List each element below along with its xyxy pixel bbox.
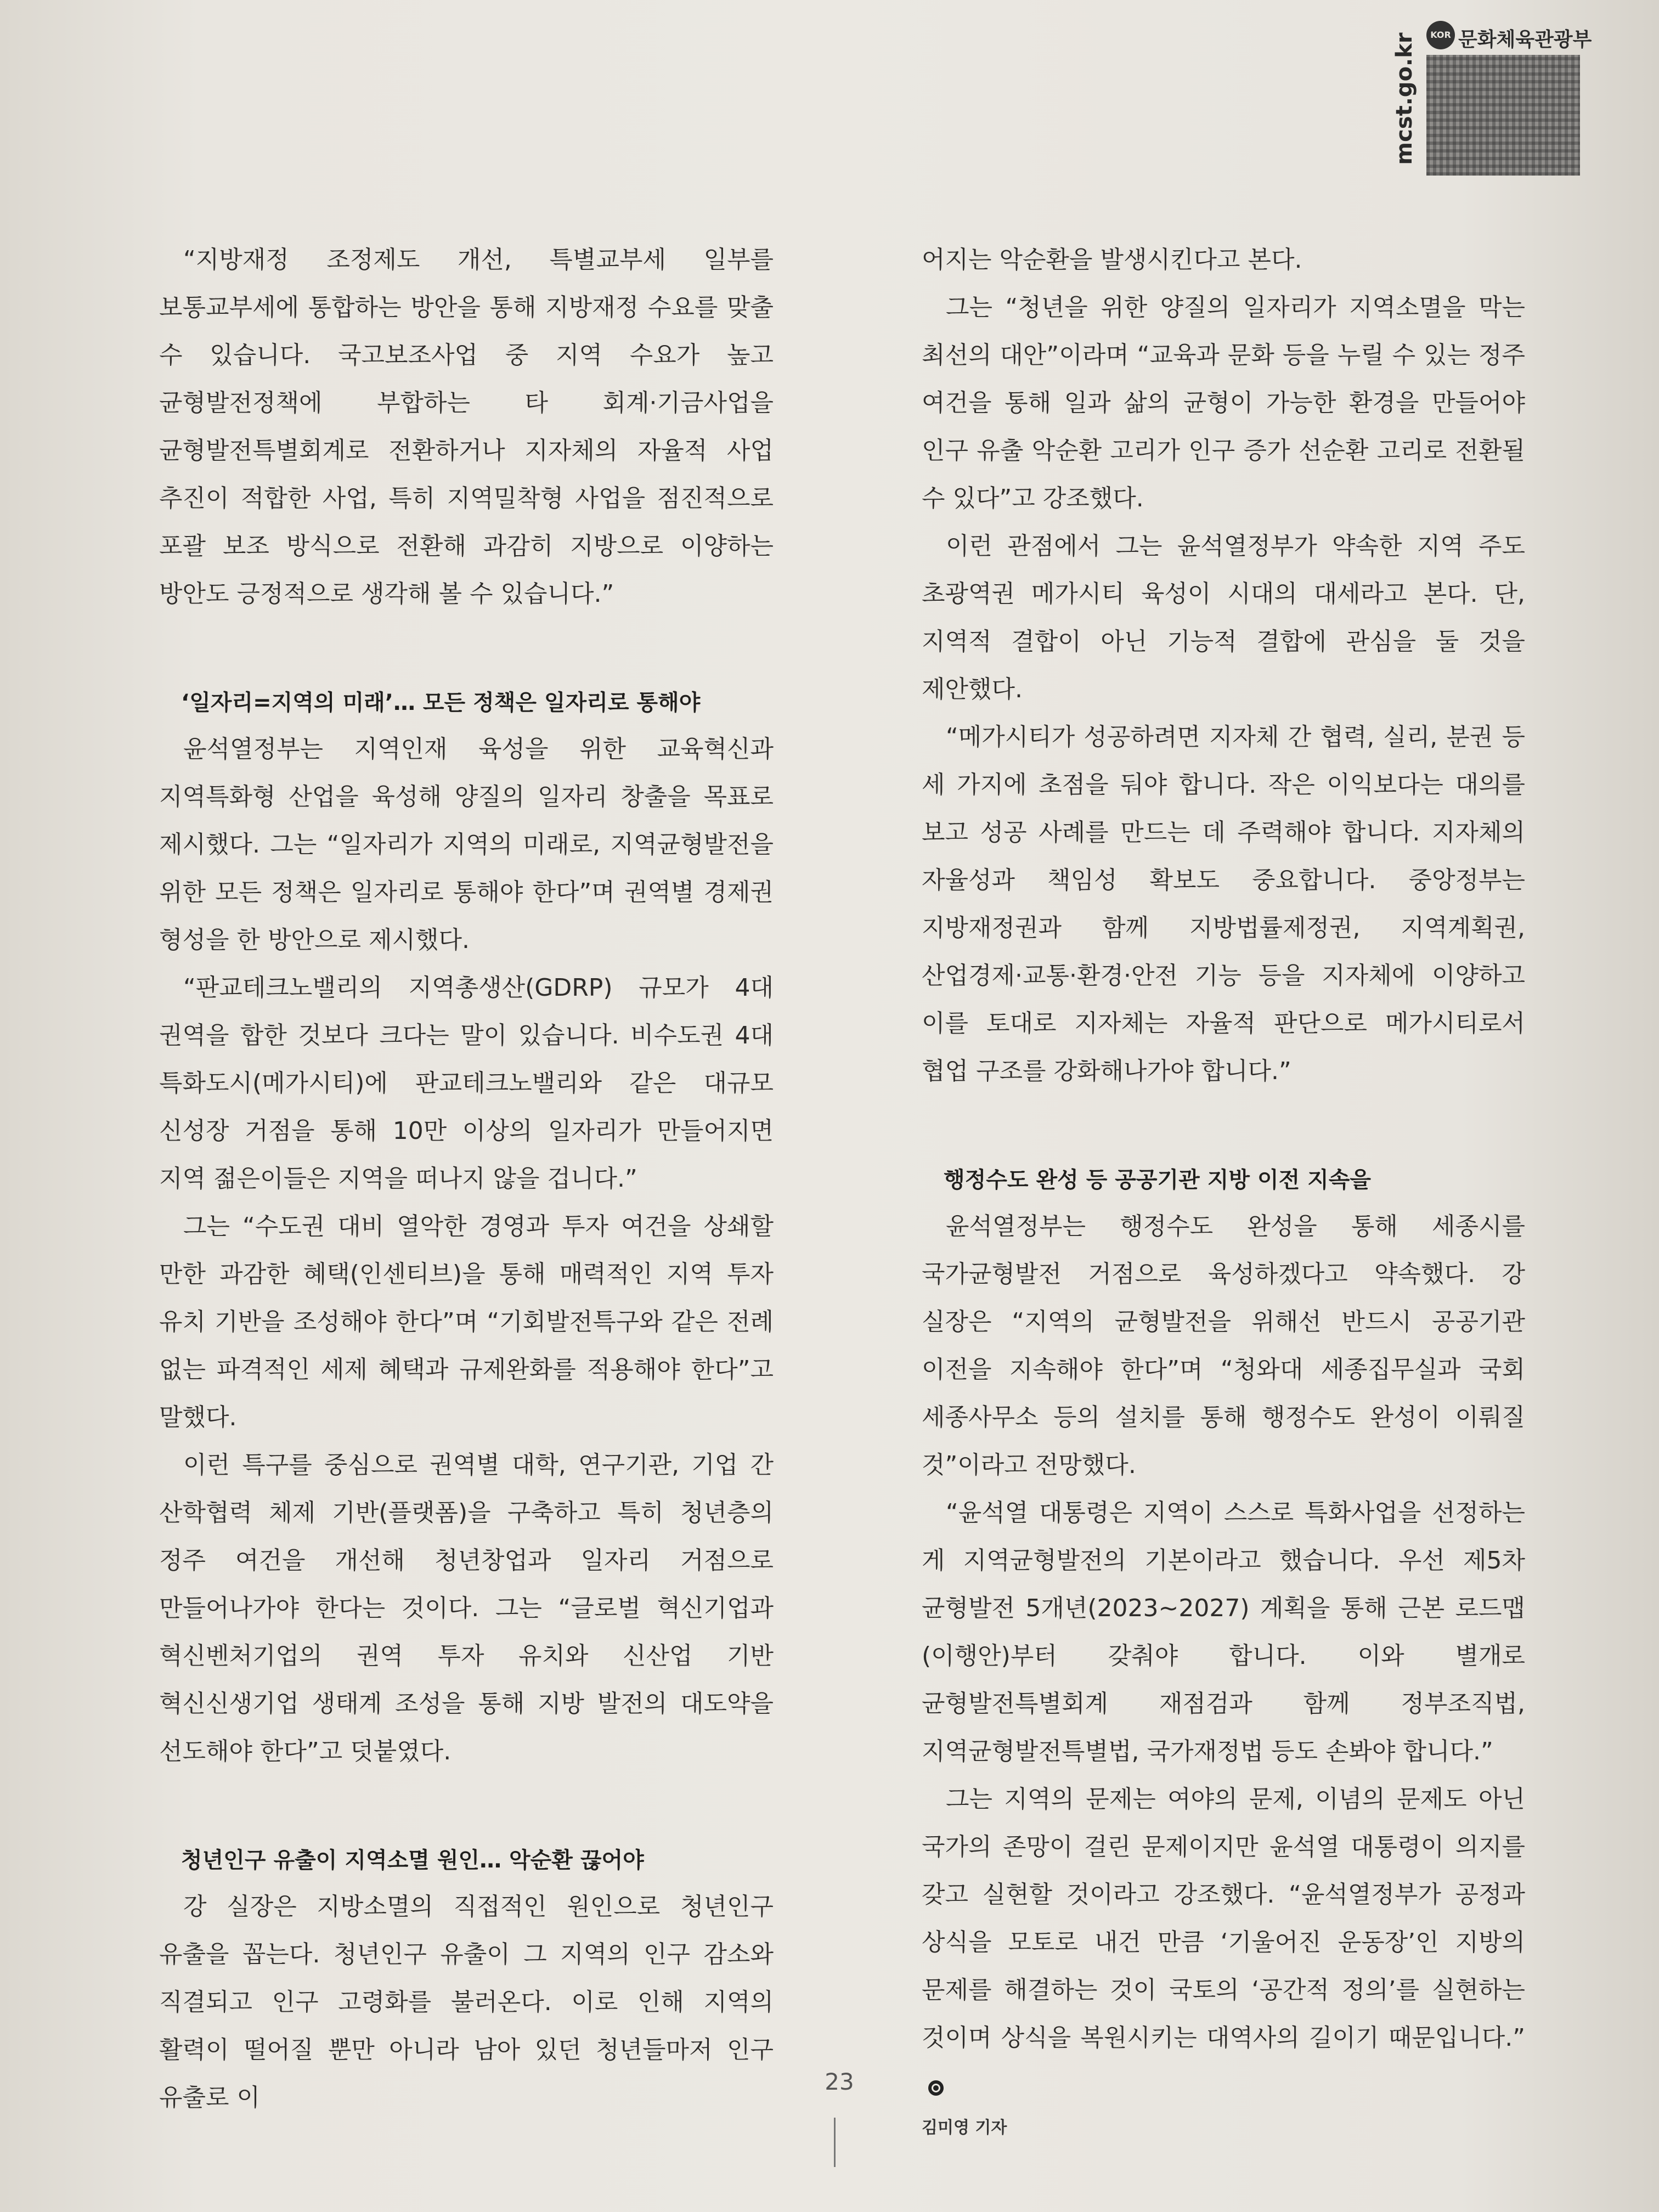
left-column bbox=[159, 236, 774, 2121]
quote-paragraph: “지방재정 조정제도 개선, 특별교부세 일부를 보통교부세에 통합하는 방안을 통해 지방재정 수요를 맞출 수 있습니다. 국고보조사업 중 지역 수요가 높고 균형발전정책에 부합하는 타 회계·기금사업을 균형발전특별회계로 전환하거나 지자체의 자율적 사업 추진이 적합한 사업, 특히 지역밀착형 사업을 점진적으로 포괄 보조 방식으로 전환해 과감히 지방으로 이양하는 방안도 긍정적으로 생각해 볼 수 있습니다.” bbox=[159, 246, 774, 608]
body-paragraph: 그는 “청년을 위한 양질의 일자리가 지역소멸을 막는 최선의 대안”이라며 “교육과 문화 등을 누릴 수 있는 정주 여건을 통해 일과 삶의 균형이 가능한 환경을 만들어야 인구 유출 악순환 고리가 인구 증가 선순환 고리로 전환될 수 있다”고 강조했다. bbox=[922, 294, 1525, 512]
bleed-through-text bbox=[483, 10, 1306, 43]
body-paragraph: “윤석열 대통령은 지역이 스스로 특화사업을 선정하는 게 지역균형발전의 기본이라고 했습니다. 우선 제5차 균형발전 5개년(2023~2027) 계획을 통해 근본 로드맵(이행안)부터 갖춰야 합니다. 이와 별개로 균형발전특별회계 재점검과 함께 정부조직법, 지역균형발전특별법, 국가재정법 등도 손봐야 합니다.” bbox=[922, 1499, 1525, 1765]
qr-code-icon[interactable] bbox=[1426, 55, 1580, 176]
body-paragraph: 이런 특구를 중심으로 권역별 대학, 연구기관, 기업 간 산학협력 체제 기반(플랫폼)을 구축하고 특히 청년층의 정주 여건을 개선해 청년창업과 일자리 거점으로 만들어나가야 한다는 것이다. 그는 “글로벌 혁신기업과 혁신벤처기업의 권역 투자 유치와 신산업 기반 혁신신생기업 생태계 조성을 통해 지방 발전의 대도약을 선도해야 한다”고 덧붙였다. bbox=[159, 1451, 774, 1765]
masthead bbox=[1388, 11, 1646, 176]
continuation-paragraph: 어지는 악순환을 발생시킨다고 본다. bbox=[922, 246, 1302, 274]
body-paragraph: “판교테크노밸리의 지역총생산(GDRP) 규모가 4대 권역을 합한 것보다 크다는 말이 있습니다. 비수도권 4대 특화도시(메가시티)에 판교테크노밸리와 같은 대규모 신성장 거점을 통해 10만 이상의 일자리가 만들어지면 지역 젊은이들은 지역을 떠나지 않을 겁니다.” bbox=[159, 974, 774, 1193]
section-heading-capital: 행정수도 완성 등 공공기관 지방 이전 지속을 bbox=[944, 1167, 1372, 1193]
body-paragraph: 윤석열정부는 행정수도 완성을 통해 세종시를 국가균형발전 거점으로 육성하겠다고 약속했다. 강 실장은 “지역의 균형발전을 위해선 반드시 공공기관 이전을 지속해야 한다”며 “청와대 세종집무실과 국회 세종사무소 등의 설치를 통해 행정수도 완성이 이뤄질 것”이라고 전망했다. bbox=[922, 1212, 1525, 1479]
right-column bbox=[922, 236, 1525, 2139]
section-heading-youth: 청년인구 유출이 지역소멸 원인… 악순환 끊어야 bbox=[181, 1848, 644, 1873]
closing-paragraph bbox=[922, 1775, 1525, 2109]
byline: 김미영 기자 bbox=[922, 2118, 1007, 2137]
body-paragraph: 그는 “수도권 대비 열악한 경영과 투자 여건을 상쇄할 만한 과감한 혜택(인센티브)을 통해 매력적인 지역 투자 유치 기반을 조성해야 한다”며 “기회발전특구와 같은 전례 없는 파격적인 세제 혜택과 규제완화를 적용해야 한다”고 말했다. bbox=[159, 1212, 774, 1431]
ministry-logo-icon: KOR bbox=[1426, 21, 1455, 49]
body-paragraph: “메가시티가 성공하려면 지자체 간 협력, 실리, 분권 등 세 가지에 초점을 둬야 합니다. 작은 이익보다는 대의를 보고 성공 사례를 만드는 데 주력해야 합니다. 지자체의 자율성과 책임성 확보도 중요합니다. 중앙정부는 지방재정권과 함께 지방법률제정권, 지역계획권, 산업경제·교통·환경·안전 기능 등을 지자체에 이양하고 이를 토대로 지자체는 자율적 판단으로 메가시티로서 협업 구조를 강화해나가야 합니다.” bbox=[922, 723, 1525, 1085]
closing-text: 그는 지역의 문제는 여야의 문제, 이념의 문제도 아닌 국가의 존망이 걸린 문제이지만 윤석열 대통령이 의지를 갖고 실현할 것이라고 강조했다. “윤석열정부가 공정과 상식을 모토로 내건 만큼 ‘기울어진 운동장’인 지방의 문제를 해결하는 것이 국토의 ‘공간적 정의’를 실현하는 것이며 상식을 복원시키는 대역사의 길이기 때문입니다.” bbox=[922, 1785, 1525, 2052]
folio-divider bbox=[834, 2118, 836, 2167]
section-heading-jobs: ‘일자리=지역의 미래’… 모든 정책은 일자리로 통해야 bbox=[181, 690, 701, 715]
body-paragraph: 이런 관점에서 그는 윤석열정부가 약속한 지역 주도 초광역권 메가시티 육성이 시대의 대세라고 본다. 단, 지역적 결합이 아닌 기능적 결합에 관심을 둘 것을 제안했다. bbox=[922, 532, 1525, 703]
ministry-name: 문화체육관광부 bbox=[1458, 29, 1592, 51]
page-number: 23 bbox=[825, 2068, 854, 2095]
body-paragraph: 윤석열정부는 지역인재 육성을 위한 교육혁신과 지역특화형 산업을 육성해 양질의 일자리 창출을 목표로 제시했다. 그는 “일자리가 지역의 미래로, 지역균형발전을 위한 모든 정책은 일자리로 통해야 한다”며 권역별 경제권 형성을 한 방안으로 제시했다. bbox=[159, 735, 774, 954]
masthead-url[interactable]: mcst.go.kr bbox=[1392, 32, 1417, 165]
end-of-article-icon bbox=[928, 2080, 944, 2096]
body-paragraph: 강 실장은 지방소멸의 직접적인 원인으로 청년인구 유출을 꼽는다. 청년인구 유출이 그 지역의 인구 감소와 직결되고 인구 고령화를 불러온다. 이로 인해 지역의 활력이 떨어질 뿐만 아니라 남아 있던 청년들마저 인구 유출로 이 bbox=[159, 1893, 774, 2112]
